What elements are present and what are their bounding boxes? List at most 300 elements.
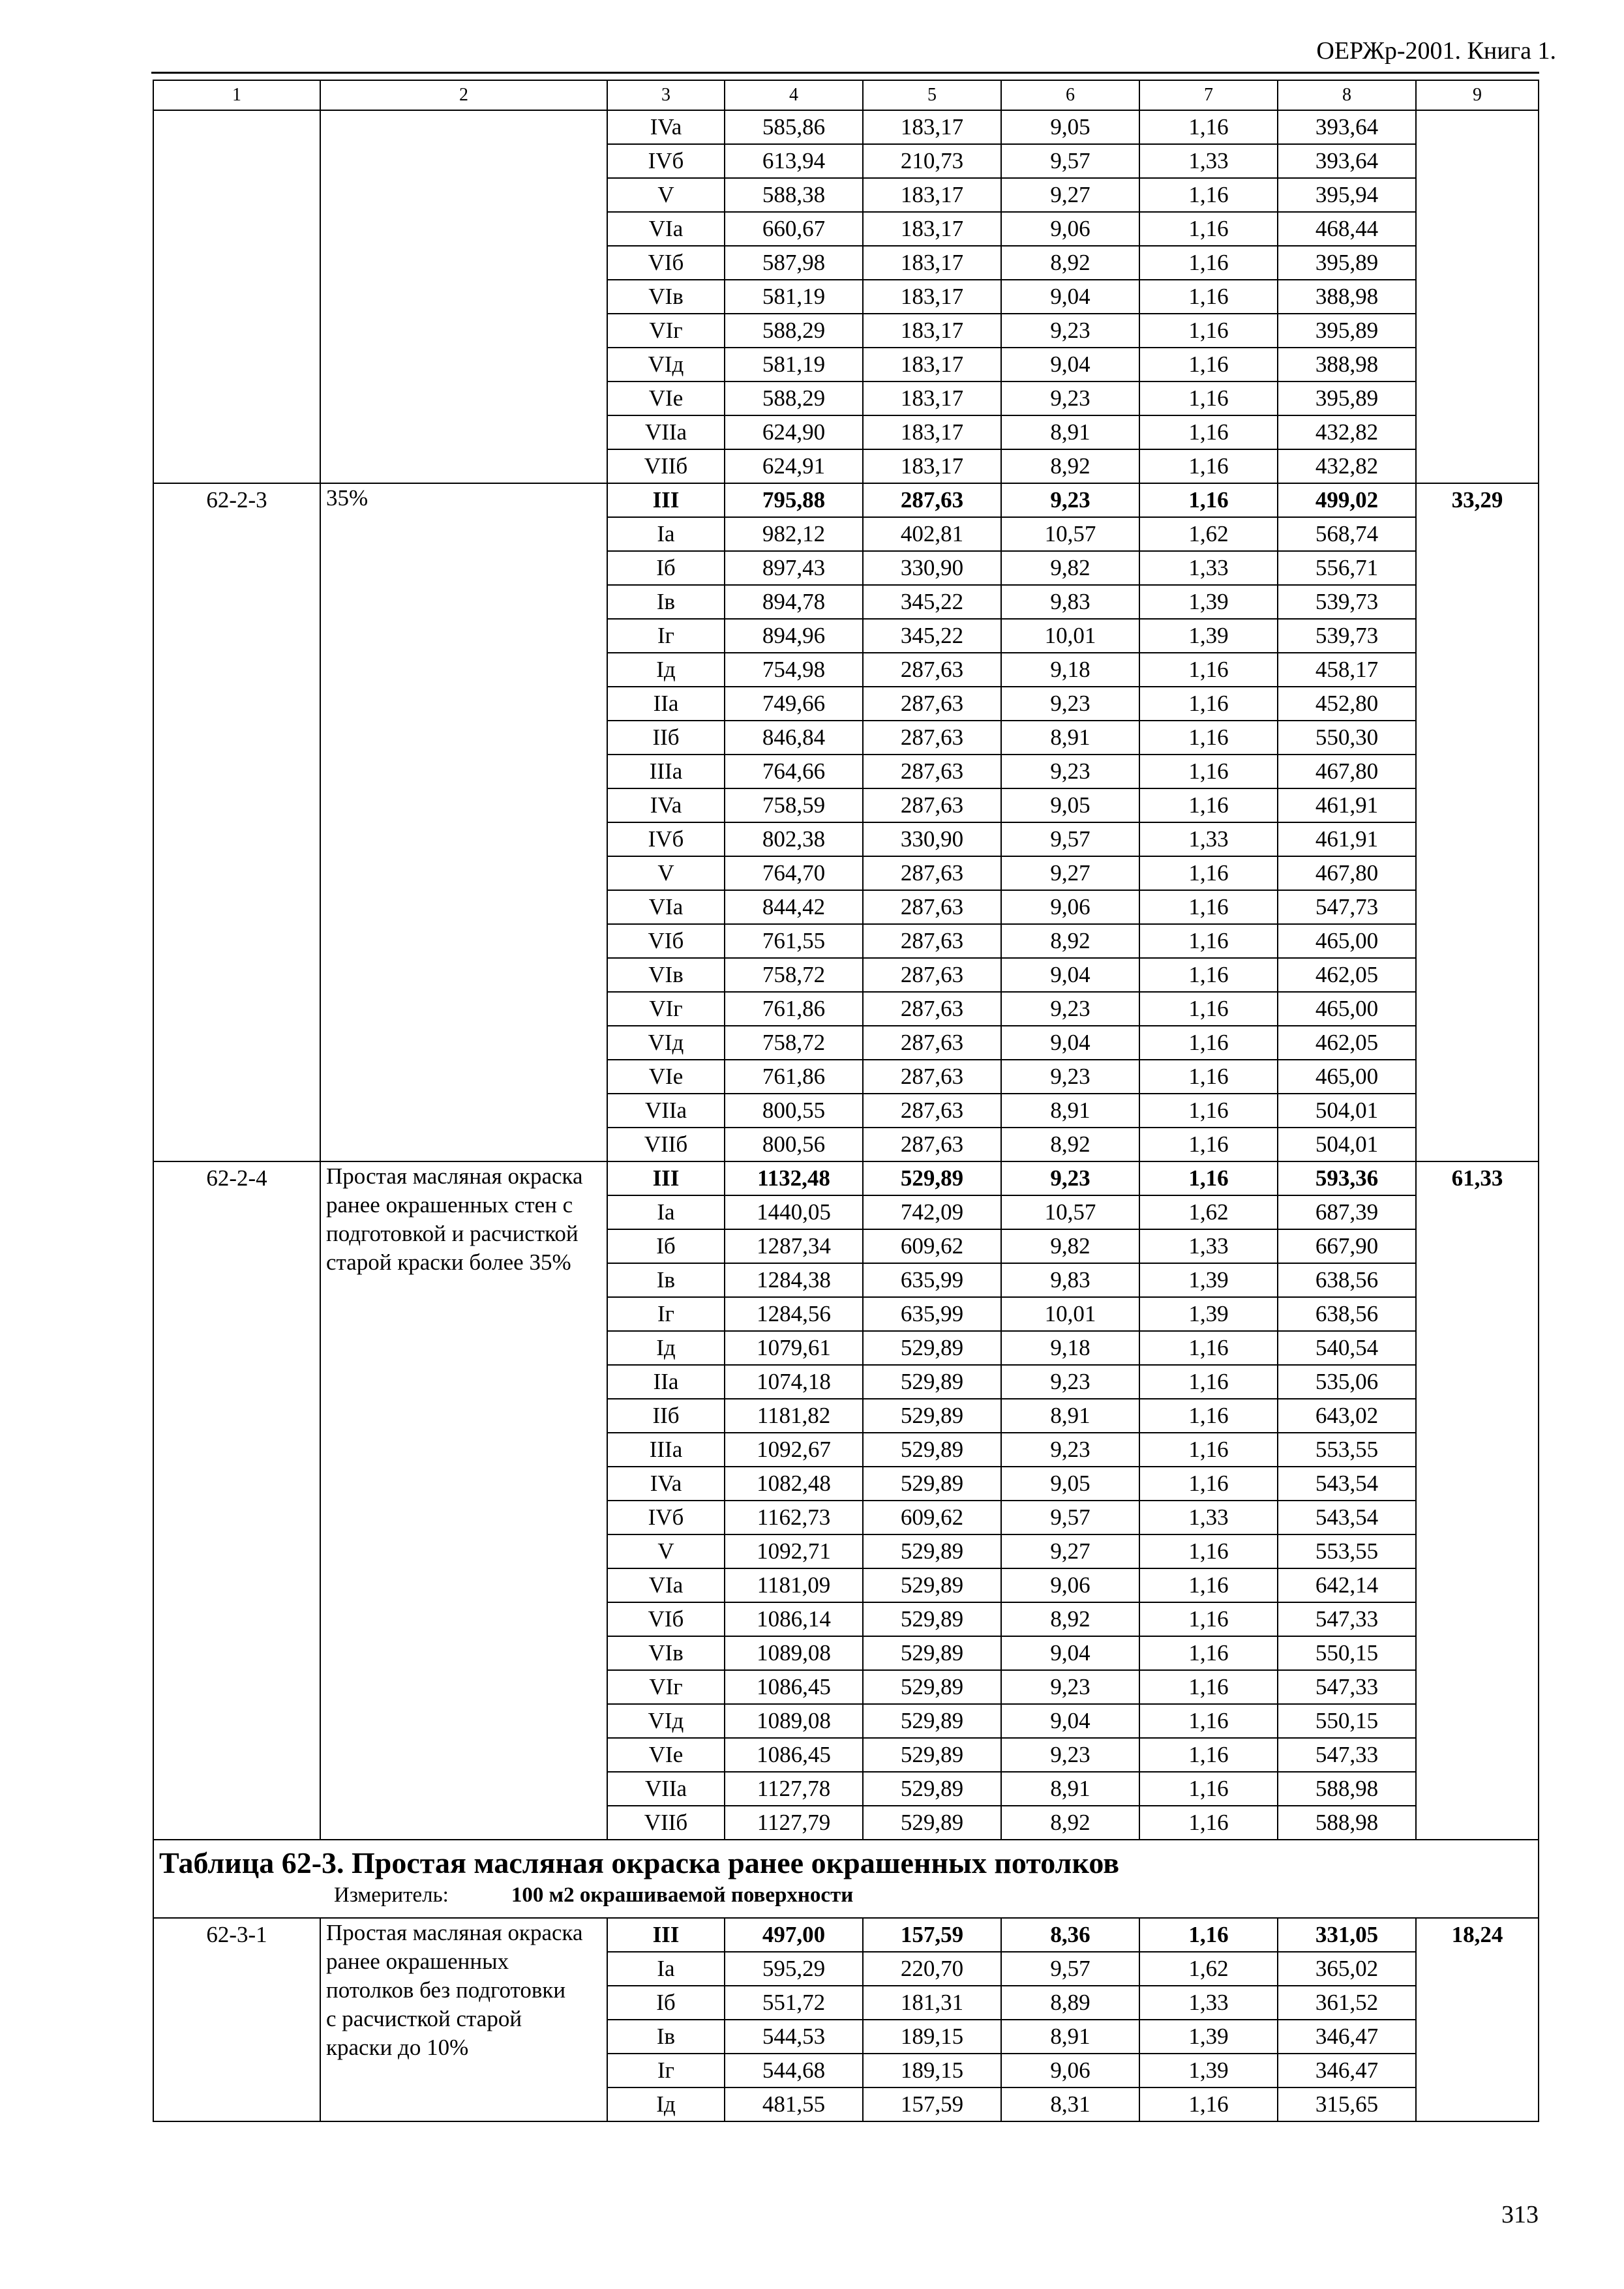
machinist-wages: 1,16	[1139, 924, 1278, 958]
total-cost: 481,55	[725, 2087, 863, 2121]
machine-cost: 9,27	[1001, 178, 1139, 212]
description-line: 35%	[326, 485, 368, 511]
wages: 157,59	[863, 2087, 1001, 2121]
materials-cost: 543,54	[1278, 1467, 1416, 1501]
materials-cost: 547,33	[1278, 1602, 1416, 1636]
zone: IIa	[607, 687, 725, 721]
wages: 529,89	[863, 1331, 1001, 1365]
wages: 287,63	[863, 890, 1001, 924]
zone: VIг	[607, 314, 725, 348]
machine-cost: 10,57	[1001, 517, 1139, 551]
zone: V	[607, 856, 725, 890]
description-line: Простая масляная окраска	[326, 1920, 583, 1945]
machinist-wages: 1,39	[1139, 1263, 1278, 1297]
machine-cost: 9,04	[1001, 348, 1139, 382]
machinist-wages: 1,16	[1139, 856, 1278, 890]
wages: 183,17	[863, 382, 1001, 415]
machine-cost: 9,57	[1001, 1501, 1139, 1534]
machine-cost: 9,04	[1001, 958, 1139, 992]
materials-cost: 499,02	[1278, 483, 1416, 517]
wages: 402,81	[863, 517, 1001, 551]
zone: VIIa	[607, 415, 725, 449]
machinist-wages: 1,33	[1139, 1229, 1278, 1263]
wages: 529,89	[863, 1534, 1001, 1568]
work-description	[320, 110, 607, 483]
wages: 287,63	[863, 1060, 1001, 1094]
zone: Iд	[607, 2087, 725, 2121]
page-header: ОЕРЖр-2001. Книга 1.	[1316, 37, 1556, 65]
total-cost: 1132,48	[725, 1161, 863, 1195]
total-cost: 764,70	[725, 856, 863, 890]
column-number: 3	[607, 80, 725, 110]
zone: Iв	[607, 585, 725, 619]
machine-cost: 8,91	[1001, 1772, 1139, 1806]
machinist-wages: 1,16	[1139, 1331, 1278, 1365]
column-number: 2	[320, 80, 607, 110]
machine-cost: 9,23	[1001, 1060, 1139, 1094]
total-cost: 758,72	[725, 958, 863, 992]
materials-cost: 432,82	[1278, 449, 1416, 483]
column-number: 8	[1278, 80, 1416, 110]
machinist-wages: 1,16	[1139, 1467, 1278, 1501]
total-cost: 761,86	[725, 992, 863, 1026]
machine-cost: 9,23	[1001, 382, 1139, 415]
machine-cost: 9,18	[1001, 1331, 1139, 1365]
wages: 183,17	[863, 415, 1001, 449]
zone: V	[607, 1534, 725, 1568]
description-line: старой краски более 35%	[326, 1249, 571, 1275]
machine-cost: 9,04	[1001, 280, 1139, 314]
machinist-wages: 1,16	[1139, 178, 1278, 212]
zone: Iг	[607, 619, 725, 653]
total-cost: 1440,05	[725, 1195, 863, 1229]
materials-cost: 547,33	[1278, 1738, 1416, 1772]
machinist-wages: 1,39	[1139, 1297, 1278, 1331]
rate-code: 62-3-1	[153, 1918, 320, 2121]
column-number: 6	[1001, 80, 1139, 110]
wages: 330,90	[863, 822, 1001, 856]
total-cost: 754,98	[725, 653, 863, 687]
column-number: 7	[1139, 80, 1278, 110]
machine-cost: 9,57	[1001, 1952, 1139, 1986]
wages: 529,89	[863, 1433, 1001, 1467]
materials-cost: 556,71	[1278, 551, 1416, 585]
machine-cost: 8,92	[1001, 924, 1139, 958]
wages: 529,89	[863, 1467, 1001, 1501]
machinist-wages: 1,33	[1139, 1986, 1278, 2020]
wages: 183,17	[863, 280, 1001, 314]
wages: 345,22	[863, 619, 1001, 653]
machinist-wages: 1,16	[1139, 1602, 1278, 1636]
machinist-wages: 1,62	[1139, 517, 1278, 551]
wages: 157,59	[863, 1918, 1001, 1952]
machinist-wages: 1,16	[1139, 1636, 1278, 1670]
total-cost: 551,72	[725, 1986, 863, 2020]
wages: 529,89	[863, 1399, 1001, 1433]
total-cost: 982,12	[725, 517, 863, 551]
materials-cost: 547,33	[1278, 1670, 1416, 1704]
machinist-wages: 1,16	[1139, 1704, 1278, 1738]
zone: V	[607, 178, 725, 212]
total-cost: 1287,34	[725, 1229, 863, 1263]
materials-cost: 467,80	[1278, 755, 1416, 788]
machine-cost: 9,23	[1001, 1738, 1139, 1772]
total-cost: 758,72	[725, 1026, 863, 1060]
description-line: потолков без подготовки	[326, 1977, 566, 2003]
wages: 529,89	[863, 1670, 1001, 1704]
machine-cost: 8,91	[1001, 415, 1139, 449]
work-description	[320, 483, 607, 1161]
materials-cost: 593,36	[1278, 1161, 1416, 1195]
materials-cost: 458,17	[1278, 653, 1416, 687]
zone: Iв	[607, 2020, 725, 2054]
machinist-wages: 1,62	[1139, 1952, 1278, 1986]
zone: IIб	[607, 1399, 725, 1433]
machinist-wages: 1,16	[1139, 1806, 1278, 1840]
zone: VIa	[607, 212, 725, 246]
materials-cost: 550,15	[1278, 1636, 1416, 1670]
machinist-wages: 1,16	[1139, 1772, 1278, 1806]
materials-cost: 395,94	[1278, 178, 1416, 212]
materials-cost: 540,54	[1278, 1331, 1416, 1365]
machinist-wages: 1,62	[1139, 1195, 1278, 1229]
wages: 609,62	[863, 1229, 1001, 1263]
machinist-wages: 1,16	[1139, 687, 1278, 721]
materials-cost: 395,89	[1278, 382, 1416, 415]
zone: IVб	[607, 1501, 725, 1534]
materials-cost: 535,06	[1278, 1365, 1416, 1399]
wages: 183,17	[863, 348, 1001, 382]
total-cost: 1086,45	[725, 1738, 863, 1772]
materials-cost: 468,44	[1278, 212, 1416, 246]
wages: 287,63	[863, 1094, 1001, 1128]
total-cost: 1074,18	[725, 1365, 863, 1399]
zone: Iг	[607, 2054, 725, 2087]
machinist-wages: 1,16	[1139, 212, 1278, 246]
total-cost: 800,55	[725, 1094, 863, 1128]
materials-cost: 361,52	[1278, 1986, 1416, 2020]
zone: IVб	[607, 144, 725, 178]
zone: IIa	[607, 1365, 725, 1399]
total-cost: 1079,61	[725, 1331, 863, 1365]
machine-cost: 9,23	[1001, 1365, 1139, 1399]
machine-cost: 9,05	[1001, 788, 1139, 822]
materials-cost: 504,01	[1278, 1094, 1416, 1128]
materials-cost: 346,47	[1278, 2054, 1416, 2087]
total-cost: 795,88	[725, 483, 863, 517]
total-cost: 1089,08	[725, 1636, 863, 1670]
machine-cost: 9,23	[1001, 1433, 1139, 1467]
labor-rate: 33,29	[1416, 483, 1539, 1161]
materials-cost: 643,02	[1278, 1399, 1416, 1433]
materials-cost: 465,00	[1278, 924, 1416, 958]
zone: Iб	[607, 551, 725, 585]
materials-cost: 365,02	[1278, 1952, 1416, 1986]
machine-cost: 9,57	[1001, 144, 1139, 178]
machinist-wages: 1,16	[1139, 348, 1278, 382]
machine-cost: 9,05	[1001, 110, 1139, 144]
labor-rate: 18,24	[1416, 1918, 1539, 2121]
wages: 287,63	[863, 687, 1001, 721]
zone: VIг	[607, 992, 725, 1026]
rate-code: 62-2-3	[153, 483, 320, 1161]
total-cost: 749,66	[725, 687, 863, 721]
machine-cost: 10,01	[1001, 619, 1139, 653]
wages: 529,89	[863, 1365, 1001, 1399]
description-line: подготовкой и расчисткой	[326, 1221, 579, 1246]
wages: 287,63	[863, 992, 1001, 1026]
total-cost: 1127,79	[725, 1806, 863, 1840]
labor-rate: 61,33	[1416, 1161, 1539, 1840]
machinist-wages: 1,16	[1139, 1060, 1278, 1094]
wages: 609,62	[863, 1501, 1001, 1534]
materials-cost: 331,05	[1278, 1918, 1416, 1952]
wages: 287,63	[863, 1026, 1001, 1060]
zone: VIe	[607, 1060, 725, 1094]
machine-cost: 9,04	[1001, 1636, 1139, 1670]
materials-cost: 638,56	[1278, 1297, 1416, 1331]
zone: VIIa	[607, 1772, 725, 1806]
total-cost: 1089,08	[725, 1704, 863, 1738]
total-cost: 544,68	[725, 2054, 863, 2087]
machine-cost: 8,91	[1001, 2020, 1139, 2054]
total-cost: 1082,48	[725, 1467, 863, 1501]
materials-cost: 547,73	[1278, 890, 1416, 924]
materials-cost: 393,64	[1278, 110, 1416, 144]
machine-cost: 8,92	[1001, 1806, 1139, 1840]
materials-cost: 588,98	[1278, 1806, 1416, 1840]
materials-cost: 346,47	[1278, 2020, 1416, 2054]
total-cost: 1092,71	[725, 1534, 863, 1568]
machine-cost: 9,82	[1001, 551, 1139, 585]
zone: VIa	[607, 890, 725, 924]
measure-label: Измеритель:	[334, 1883, 449, 1907]
zone: III	[607, 1161, 725, 1195]
machine-cost: 8,92	[1001, 449, 1139, 483]
machine-cost: 8,89	[1001, 1986, 1139, 2020]
table-row	[153, 110, 1539, 144]
machinist-wages: 1,16	[1139, 653, 1278, 687]
machinist-wages: 1,16	[1139, 1161, 1278, 1195]
header-rule	[151, 72, 1539, 74]
wages: 529,89	[863, 1806, 1001, 1840]
wages: 287,63	[863, 721, 1001, 755]
total-cost: 1162,73	[725, 1501, 863, 1534]
zone: VIe	[607, 1738, 725, 1772]
materials-cost: 553,55	[1278, 1534, 1416, 1568]
zone: VIe	[607, 382, 725, 415]
zone: VIa	[607, 1568, 725, 1602]
machine-cost: 9,23	[1001, 687, 1139, 721]
total-cost: 761,86	[725, 1060, 863, 1094]
wages: 183,17	[863, 246, 1001, 280]
machinist-wages: 1,16	[1139, 314, 1278, 348]
wages: 345,22	[863, 585, 1001, 619]
machine-cost: 9,04	[1001, 1704, 1139, 1738]
total-cost: 764,66	[725, 755, 863, 788]
zone: VIб	[607, 1602, 725, 1636]
machine-cost: 9,06	[1001, 212, 1139, 246]
wages: 287,63	[863, 856, 1001, 890]
zone: VIб	[607, 246, 725, 280]
materials-cost: 395,89	[1278, 246, 1416, 280]
zone: VIд	[607, 1704, 725, 1738]
machinist-wages: 1,39	[1139, 2054, 1278, 2087]
total-cost: 613,94	[725, 144, 863, 178]
zone: Iд	[607, 653, 725, 687]
machine-cost: 8,36	[1001, 1918, 1139, 1952]
materials-cost: 568,74	[1278, 517, 1416, 551]
zone: Iб	[607, 1229, 725, 1263]
machine-cost: 9,05	[1001, 1467, 1139, 1501]
total-cost: 1181,09	[725, 1568, 863, 1602]
wages: 635,99	[863, 1297, 1001, 1331]
machinist-wages: 1,16	[1139, 1670, 1278, 1704]
total-cost: 581,19	[725, 348, 863, 382]
zone: III	[607, 483, 725, 517]
machine-cost: 8,91	[1001, 1399, 1139, 1433]
materials-cost: 432,82	[1278, 415, 1416, 449]
wages: 742,09	[863, 1195, 1001, 1229]
materials-cost: 638,56	[1278, 1263, 1416, 1297]
total-cost: 544,53	[725, 2020, 863, 2054]
machine-cost: 9,57	[1001, 822, 1139, 856]
wages: 189,15	[863, 2054, 1001, 2087]
page-number: 313	[1501, 2201, 1539, 2228]
wages: 183,17	[863, 449, 1001, 483]
materials-cost: 539,73	[1278, 619, 1416, 653]
machinist-wages: 1,16	[1139, 1026, 1278, 1060]
wages: 635,99	[863, 1263, 1001, 1297]
machinist-wages: 1,16	[1139, 788, 1278, 822]
machinist-wages: 1,16	[1139, 1399, 1278, 1433]
machine-cost: 9,23	[1001, 1161, 1139, 1195]
machinist-wages: 1,16	[1139, 1918, 1278, 1952]
zone: Iд	[607, 1331, 725, 1365]
wages: 183,17	[863, 110, 1001, 144]
machinist-wages: 1,33	[1139, 822, 1278, 856]
materials-cost: 465,00	[1278, 1060, 1416, 1094]
total-cost: 1284,38	[725, 1263, 863, 1297]
wages: 529,89	[863, 1568, 1001, 1602]
machine-cost: 10,57	[1001, 1195, 1139, 1229]
machine-cost: 9,23	[1001, 314, 1139, 348]
zone: VIд	[607, 348, 725, 382]
machine-cost: 9,83	[1001, 585, 1139, 619]
total-cost: 588,38	[725, 178, 863, 212]
table-62-3-heading-row	[153, 1840, 1539, 1918]
machinist-wages: 1,16	[1139, 1534, 1278, 1568]
machinist-wages: 1,16	[1139, 110, 1278, 144]
total-cost: 1086,45	[725, 1670, 863, 1704]
total-cost: 624,91	[725, 449, 863, 483]
total-cost: 585,86	[725, 110, 863, 144]
zone: Iв	[607, 1263, 725, 1297]
materials-cost: 504,01	[1278, 1128, 1416, 1161]
machine-cost: 9,06	[1001, 2054, 1139, 2087]
labor-rate	[1416, 110, 1539, 483]
zone: IVa	[607, 1467, 725, 1501]
machine-cost: 9,83	[1001, 1263, 1139, 1297]
materials-cost: 452,80	[1278, 687, 1416, 721]
wages: 287,63	[863, 755, 1001, 788]
materials-cost: 461,91	[1278, 788, 1416, 822]
total-cost: 1284,56	[725, 1297, 863, 1331]
materials-cost: 539,73	[1278, 585, 1416, 619]
materials-cost: 467,80	[1278, 856, 1416, 890]
zone: IVa	[607, 788, 725, 822]
machinist-wages: 1,16	[1139, 1433, 1278, 1467]
total-cost: 660,67	[725, 212, 863, 246]
total-cost: 624,90	[725, 415, 863, 449]
machinist-wages: 1,16	[1139, 721, 1278, 755]
wages: 189,15	[863, 2020, 1001, 2054]
description-line: Простая масляная окраска	[326, 1163, 583, 1189]
wages: 183,17	[863, 178, 1001, 212]
table-row	[153, 1918, 1539, 1952]
machinist-wages: 1,33	[1139, 1501, 1278, 1534]
total-cost: 581,19	[725, 280, 863, 314]
materials-cost: 550,30	[1278, 721, 1416, 755]
machine-cost: 10,01	[1001, 1297, 1139, 1331]
rates-table	[153, 80, 1539, 2122]
materials-cost: 550,15	[1278, 1704, 1416, 1738]
wages: 529,89	[863, 1602, 1001, 1636]
machinist-wages: 1,16	[1139, 1568, 1278, 1602]
wages: 330,90	[863, 551, 1001, 585]
column-number: 5	[863, 80, 1001, 110]
machine-cost: 9,18	[1001, 653, 1139, 687]
total-cost: 588,29	[725, 314, 863, 348]
machine-cost: 9,06	[1001, 890, 1139, 924]
machinist-wages: 1,16	[1139, 958, 1278, 992]
machine-cost: 8,91	[1001, 721, 1139, 755]
wages: 529,89	[863, 1704, 1001, 1738]
zone: VIв	[607, 958, 725, 992]
zone: IIIa	[607, 755, 725, 788]
zone: VIIa	[607, 1094, 725, 1128]
wages: 529,89	[863, 1738, 1001, 1772]
table-62-3-heading	[153, 1840, 1539, 1918]
rate-code	[153, 110, 320, 483]
zone: IIб	[607, 721, 725, 755]
total-cost: 844,42	[725, 890, 863, 924]
total-cost: 1127,78	[725, 1772, 863, 1806]
wages: 183,17	[863, 314, 1001, 348]
machinist-wages: 1,39	[1139, 585, 1278, 619]
total-cost: 800,56	[725, 1128, 863, 1161]
machinist-wages: 1,16	[1139, 755, 1278, 788]
wages: 210,73	[863, 144, 1001, 178]
machinist-wages: 1,16	[1139, 280, 1278, 314]
wages: 287,63	[863, 653, 1001, 687]
work-description	[320, 1918, 607, 2121]
total-cost: 846,84	[725, 721, 863, 755]
total-cost: 761,55	[725, 924, 863, 958]
machine-cost: 9,06	[1001, 1568, 1139, 1602]
machine-cost: 9,27	[1001, 1534, 1139, 1568]
machine-cost: 9,04	[1001, 1026, 1139, 1060]
materials-cost: 393,64	[1278, 144, 1416, 178]
total-cost: 1092,67	[725, 1433, 863, 1467]
machinist-wages: 1,39	[1139, 619, 1278, 653]
description-line: ранее окрашенных	[326, 1949, 509, 1974]
total-cost: 802,38	[725, 822, 863, 856]
machinist-wages: 1,16	[1139, 1738, 1278, 1772]
materials-cost: 642,14	[1278, 1568, 1416, 1602]
total-cost: 894,78	[725, 585, 863, 619]
rate-code: 62-2-4	[153, 1161, 320, 1840]
